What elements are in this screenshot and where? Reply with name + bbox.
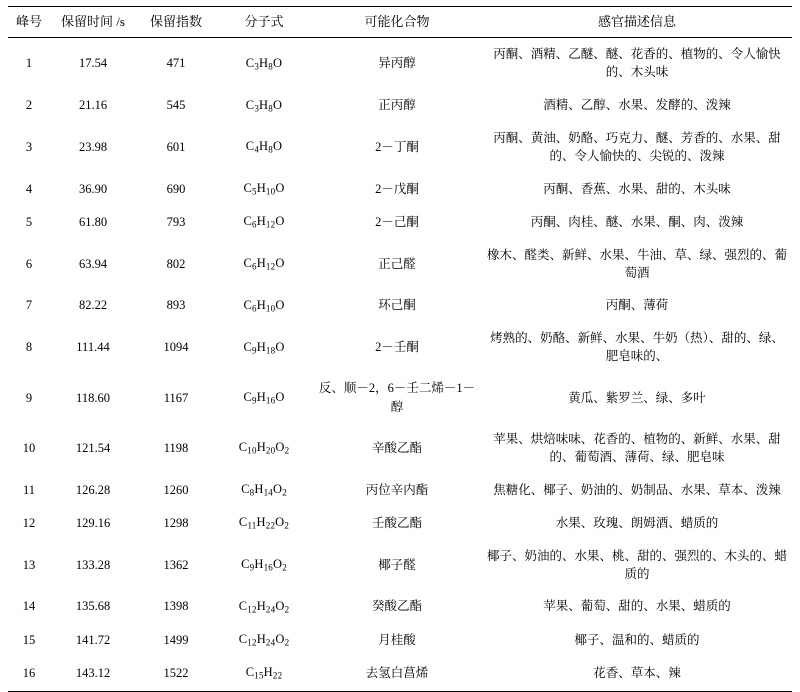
column-header-peak: 峰号	[8, 7, 50, 38]
cell-retention-index: 1298	[163, 515, 189, 530]
cell-compound: 反、顺－2，6－壬二烯－1－醇	[318, 381, 476, 414]
cell-compound: 辛酸乙酯	[371, 440, 422, 455]
cell-formula: $C_{15}H_{22}$	[216, 656, 312, 691]
cell-sensory: 花香、草本、辣	[482, 656, 792, 691]
cell-compound: 癸酸乙酯	[371, 599, 422, 614]
cell-sensory: 酒精、乙醇、水果、发酵的、泼辣	[543, 98, 731, 113]
cell-formula: $C_{10}H_{20}O_2$	[238, 440, 290, 456]
cell-sensory: 苹果、烘焙味味、花香的、植物的、新鲜、水果、甜的、葡萄酒、薄荷、绿、肥皂味	[493, 431, 781, 464]
cell-compound: 异丙醇	[378, 56, 416, 71]
cell-sensory: 苹果、葡萄、甜的、水果、蜡质的	[543, 599, 731, 614]
cell-retention-index: 802	[166, 256, 186, 271]
cell-sensory: 丙酮、黄油、奶酪、巧克力、醚、芳香的、水果、甜的、令人愉快的、尖锐的、泼辣	[493, 130, 781, 163]
cell-retention-time: 129.16	[75, 515, 111, 530]
cell-retention-time: 135.68	[75, 599, 111, 614]
cell-formula: $C_6H_{12}O$	[243, 256, 285, 272]
cell-sensory: 椰子、奶油的、水果、桃、甜的、强烈的、木头的、蜡质的	[487, 548, 788, 581]
cell-retention-index: 1094	[163, 340, 189, 355]
cell-formula: $C_{11}H_{22}O_2$	[238, 515, 290, 531]
cell-peak: 6	[25, 256, 33, 271]
cell-retention-index: 471	[166, 56, 186, 71]
cell-formula: $C_9H_{16}O$	[243, 389, 285, 406]
compound-table	[8, 6, 792, 692]
cell-formula: $C_9H_{18}O$	[243, 339, 285, 355]
cell-peak: 1	[25, 56, 33, 71]
column-header-compound: 可能化合物	[312, 7, 482, 38]
cell-peak: 15	[22, 632, 36, 647]
table-body	[8, 38, 792, 691]
cell-retention-time: 143.12	[50, 656, 136, 691]
cell-peak: 12	[22, 515, 36, 530]
cell-retention-time: 36.90	[78, 181, 108, 196]
cell-sensory: 水果、玫瑰、朗姆酒、蜡质的	[555, 515, 719, 530]
table-header	[8, 7, 792, 38]
cell-retention-index: 1198	[163, 440, 189, 455]
cell-retention-index: 1398	[163, 599, 189, 614]
cell-retention-index: 545	[166, 98, 186, 113]
cell-formula: $C_6H_{12}O$	[243, 214, 285, 230]
cell-retention-time: 61.80	[78, 214, 108, 229]
cell-retention-time: 126.28	[75, 482, 111, 497]
cell-peak: 13	[22, 557, 36, 572]
column-header-retention-time: 保留时间 /s	[50, 7, 136, 38]
table-row	[8, 239, 792, 289]
cell-retention-time: 111.44	[76, 340, 110, 355]
cell-sensory: 烤熟的、奶酪、新鲜、水果、牛奶（热）、甜的、绿、肥皂味的、	[490, 331, 784, 364]
cell-retention-time: 23.98	[78, 139, 108, 154]
cell-retention-time: 82.22	[78, 298, 108, 313]
cell-peak: 9	[25, 390, 33, 405]
cell-compound: 2－戊酮	[375, 181, 419, 196]
cell-formula: $C_3H_8O$	[245, 55, 283, 71]
column-header-sensory: 感官描述信息	[482, 7, 792, 38]
table-row	[8, 289, 792, 322]
cell-formula: $C_6H_{10}O$	[243, 297, 285, 314]
cell-formula: $C_{12}H_{24}O_2$	[238, 598, 290, 615]
cell-peak: 3	[25, 139, 33, 154]
cell-peak: 8	[25, 340, 33, 355]
cell-sensory: 黄瓜、紫罗兰、绿、多叶	[568, 390, 706, 405]
cell-compound: 壬酸乙酯	[371, 515, 422, 530]
cell-compound: 椰子醛	[378, 557, 416, 572]
cell-peak: 4	[25, 181, 33, 196]
cell-compound: 丙位辛内酯	[365, 482, 429, 497]
table-row	[8, 372, 792, 422]
cell-retention-index: 1499	[163, 632, 189, 647]
table-row	[8, 172, 792, 205]
cell-formula: $C_5H_{10}O$	[243, 181, 285, 197]
cell-compound: 月桂酸	[378, 632, 416, 647]
cell-sensory: 丙酮、酒精、乙醚、醚、花香的、植物的、令人愉快的、木头味	[493, 47, 781, 80]
cell-retention-time: 17.54	[78, 56, 108, 71]
cell-compound: 2－壬酮	[375, 340, 419, 355]
cell-peak: 5	[25, 214, 33, 229]
cell-retention-index: 1167	[163, 390, 189, 405]
cell-formula: $C_4H_8O$	[245, 139, 283, 155]
table-row	[8, 322, 792, 372]
cell-sensory: 丙酮、薄荷	[605, 298, 669, 313]
cell-retention-index: 690	[166, 181, 186, 196]
cell-compound: 2－丁酮	[375, 139, 419, 154]
cell-compound: 正己醛	[378, 256, 416, 271]
cell-peak: 16	[8, 656, 50, 691]
cell-retention-time: 63.94	[78, 256, 108, 271]
cell-peak: 2	[25, 98, 33, 113]
cell-sensory: 焦糖化、椰子、奶油的、奶制品、水果、草本、泼辣	[493, 482, 781, 497]
cell-peak: 14	[22, 599, 36, 614]
cell-retention-time: 121.54	[75, 440, 111, 455]
table-row	[8, 38, 792, 89]
table-row	[8, 506, 792, 539]
cell-retention-time: 21.16	[78, 98, 108, 113]
cell-retention-index: 1522	[136, 656, 216, 691]
table-row	[8, 423, 792, 473]
cell-retention-index: 1260	[163, 482, 189, 497]
header-row	[8, 7, 792, 38]
cell-compound: 正丙醇	[378, 98, 416, 113]
table-row	[8, 590, 792, 623]
cell-sensory: 丙酮、肉桂、醚、水果、酮、肉、泼辣	[530, 214, 744, 229]
cell-formula: $C_{12}H_{24}O_2$	[238, 632, 290, 648]
table-row	[8, 540, 792, 590]
cell-retention-index: 601	[166, 139, 186, 154]
cell-sensory: 橡木、醛类、新鲜、水果、牛油、草、绿、强烈的、葡萄酒	[487, 247, 788, 280]
cell-retention-time: 141.72	[75, 632, 111, 647]
cell-retention-index: 793	[166, 214, 186, 229]
cell-compound: 去氢白菖烯	[312, 656, 482, 691]
cell-compound: 2－己酮	[375, 214, 419, 229]
cell-compound: 环己酮	[378, 298, 416, 313]
table-row	[8, 623, 792, 656]
cell-peak: 11	[22, 482, 36, 497]
cell-retention-index: 893	[166, 298, 186, 313]
table-row	[8, 205, 792, 238]
cell-formula: $C_8H_{14}O_2$	[241, 481, 287, 498]
table-row	[8, 122, 792, 172]
table-row	[8, 473, 792, 506]
table-row	[8, 656, 792, 691]
cell-retention-time: 133.28	[75, 557, 111, 572]
table-row	[8, 89, 792, 122]
column-header-retention-index: 保留指数	[136, 7, 216, 38]
cell-retention-index: 1362	[163, 557, 189, 572]
cell-formula: $C_3H_8O$	[245, 97, 283, 113]
cell-retention-time: 118.60	[76, 390, 110, 405]
cell-peak: 7	[25, 298, 33, 313]
cell-peak: 10	[22, 440, 36, 455]
cell-sensory: 椰子、温和的、蜡质的	[574, 632, 700, 647]
cell-formula: $C_9H_{16}O_2$	[241, 557, 287, 573]
cell-sensory: 丙酮、香蕉、水果、甜的、木头味	[543, 181, 731, 196]
column-header-formula: 分子式	[216, 7, 312, 38]
